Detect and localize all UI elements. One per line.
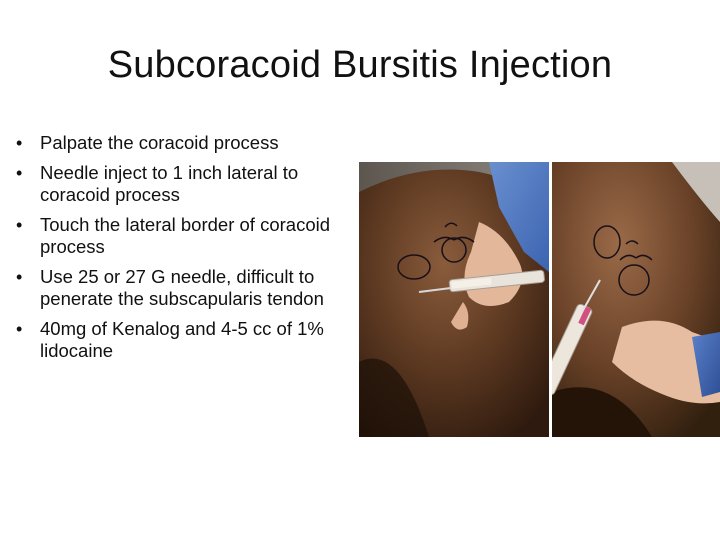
injection-photo-right-image — [552, 162, 720, 437]
bullet-dot: • — [16, 266, 23, 287]
bullet-item — [14, 214, 349, 259]
injection-photo-left-image — [359, 162, 549, 437]
bullet-item — [14, 162, 349, 207]
bullet-dot: • — [16, 133, 23, 153]
bullet-item — [14, 132, 349, 155]
bullet-dot: • — [16, 318, 23, 339]
bullet-text: Touch the lateral border of coracoid process — [40, 213, 331, 257]
injection-photo-left — [359, 162, 549, 437]
bullet-text: 40mg of Kenalog and 4-5 cc of 1% lidocaine — [40, 317, 324, 361]
bullet-dot: • — [16, 162, 23, 183]
bullet-item — [14, 266, 349, 311]
bullet-text: Palpate the coracoid process — [40, 132, 279, 153]
bullet-text: Needle inject to 1 inch lateral to coracoid process — [40, 161, 299, 205]
bullet-dot: • — [16, 214, 23, 235]
bullet-text: Use 25 or 27 G needle, difficult to penerate the subscapularis tendon — [40, 265, 324, 309]
bullet-list — [14, 132, 349, 370]
injection-photo-right — [552, 162, 720, 437]
slide-title: Subcoracoid Bursitis Injection — [107, 44, 613, 86]
bullet-item — [14, 318, 349, 363]
